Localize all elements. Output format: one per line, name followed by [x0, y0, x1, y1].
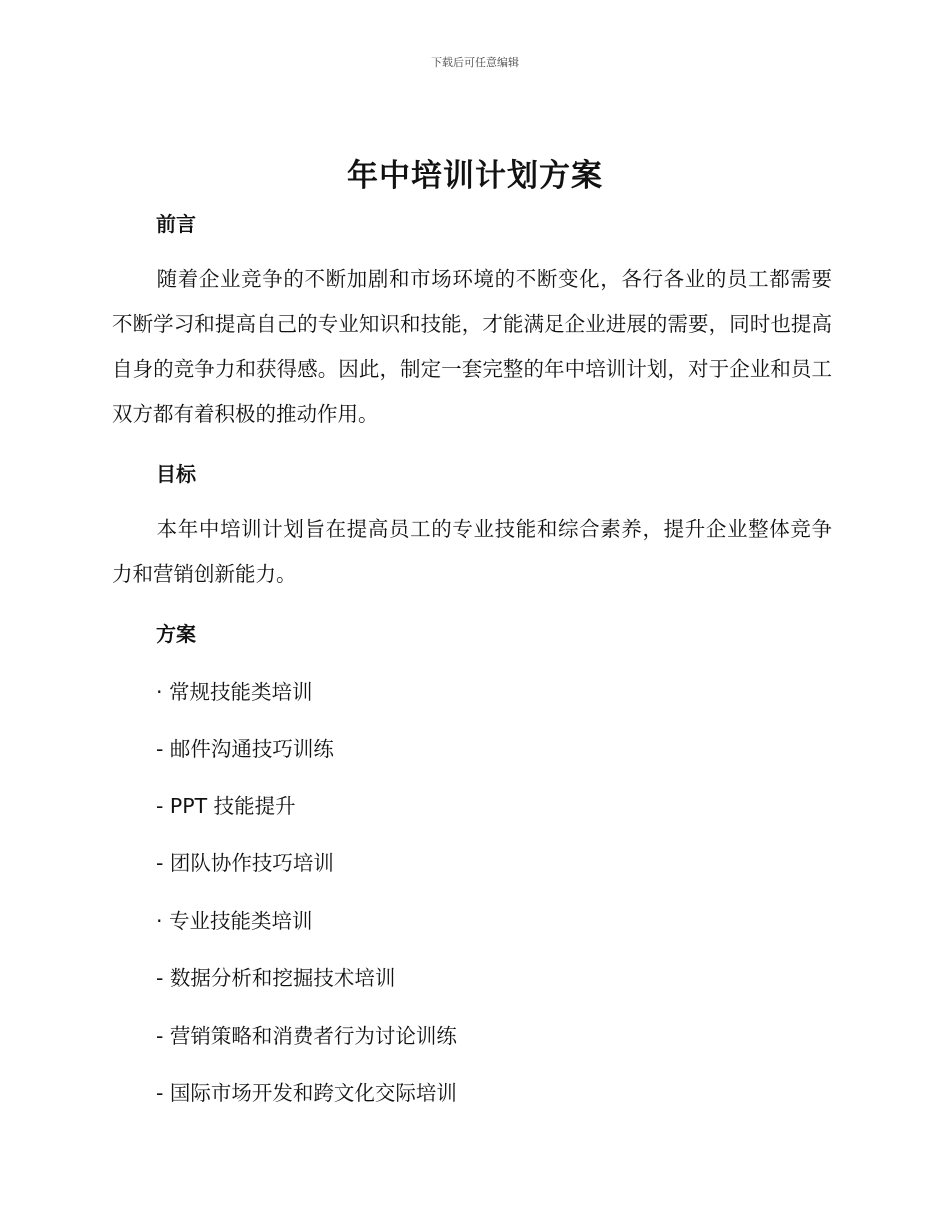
plan-list-item: - PPT 技能提升	[156, 794, 296, 818]
plan-list-item: · 专业技能类培训	[156, 909, 313, 933]
preface-paragraph	[112, 257, 832, 437]
goal-paragraph	[112, 507, 832, 597]
page-header-note: 下载后可任意编辑	[431, 56, 519, 69]
plan-list-item: - 数据分析和挖掘技术培训	[156, 966, 396, 990]
goal-paragraph-text: 本年中培训计划旨在提高员工的专业技能和综合素养，提升企业整体竞争力和营销创新能力。	[112, 517, 832, 586]
plan-list-item: · 常规技能类培训	[156, 680, 313, 704]
document-title: 年中培训计划方案	[347, 158, 603, 194]
plan-list-item: - 营销策略和消费者行为讨论训练	[156, 1024, 457, 1048]
plan-list-item: - 团队协作技巧培训	[156, 851, 334, 875]
section-heading-plan: 方案	[156, 622, 196, 646]
preface-paragraph-text: 随着企业竞争的不断加剧和市场环境的不断变化，各行各业的员工都需要不断学习和提高自己的专业知识和技能，才能满足企业进展的需要，同时也提高自身的竞争力和获得感。因此，制定一套完整的年中培训计划，对于企业和员工双方都有着积极的推动作用。	[112, 267, 832, 426]
plan-list-item: - 邮件沟通技巧训练	[156, 737, 334, 761]
plan-list-item: - 国际市场开发和跨文化交际培训	[156, 1081, 457, 1105]
section-heading-preface: 前言	[156, 212, 196, 236]
section-heading-goal: 目标	[156, 462, 196, 486]
